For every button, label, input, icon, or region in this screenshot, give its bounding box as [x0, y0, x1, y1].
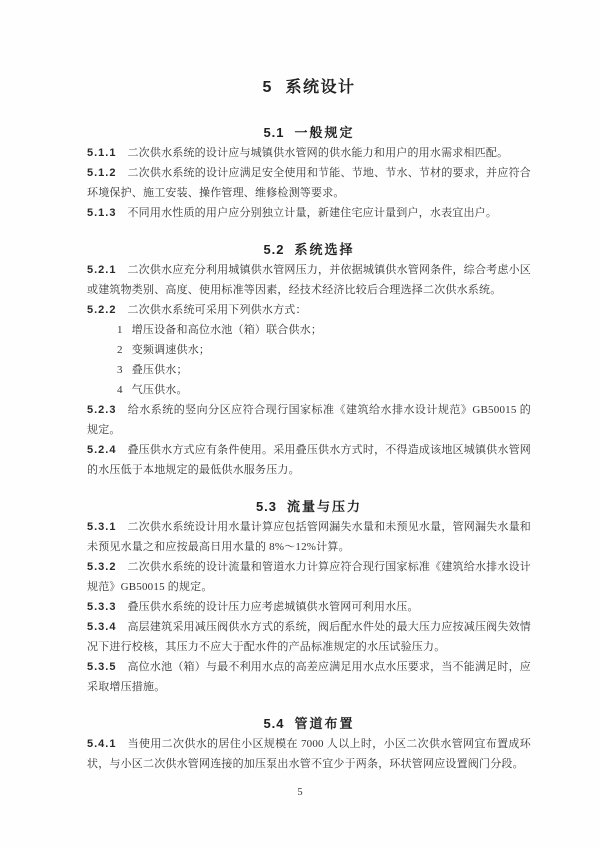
clause-text: 二次供水系统可采用下列供水方式：: [127, 304, 307, 316]
clause-number: 5.2.2: [87, 304, 117, 316]
clause-number: 5.1.3: [87, 207, 117, 219]
clause-text: 二次供水系统的设计应与城镇供水管网的供水能力和用户的用水需求相匹配。: [127, 147, 509, 159]
section-number: 5.3: [255, 499, 278, 514]
supply-mode-list: [87, 320, 531, 400]
section-5-2: [87, 243, 531, 480]
clause-number: 5.2.1: [87, 264, 117, 276]
clause-text: 二次供水系统的设计应满足安全使用和节能、节地、节水、节材的要求，并应符合环境保护、施工安装、操作管理、维修检测等要求。: [87, 167, 531, 199]
section-heading: [87, 717, 531, 731]
list-item: [117, 360, 531, 380]
list-item-text: 气压供水。: [131, 384, 188, 396]
list-item-number: 1: [117, 324, 123, 336]
list-item-text: 叠压供水；: [131, 364, 188, 376]
clause-number: 5.3.1: [87, 521, 117, 533]
clause-5-3-2: [87, 557, 531, 597]
list-item: [117, 320, 531, 340]
section-5-4: [87, 717, 531, 774]
clause-5-2-1: [87, 260, 531, 300]
clause-number: 5.1.1: [87, 147, 117, 159]
section-title: 管道布置: [294, 716, 355, 731]
section-5-3: [87, 500, 531, 697]
section-heading: [87, 126, 531, 140]
clause-number: 5.3.3: [87, 601, 117, 613]
clause-5-2-3: [87, 400, 531, 440]
clause-5-1-3: [87, 203, 531, 223]
clause-5-3-4: [87, 617, 531, 657]
clause-number: 5.2.4: [87, 444, 117, 456]
clause-5-4-1: [87, 734, 531, 774]
clause-text: 二次供水系统设计用水量计算应包括管网漏失水量和未预见水量，管网漏失水量和未预见水量之和应按最高日用水量的 8%～12%计算。: [87, 521, 531, 553]
clause-5-2-4: [87, 440, 531, 480]
clause-number: 5.1.2: [87, 167, 117, 179]
clause-text: 二次供水应充分利用城镇供水管网压力，并依据城镇供水管网条件，综合考虑小区或建筑物类别、高度、使用标准等因素，经技术经济比较后合理选择二次供水系统。: [87, 264, 531, 296]
clause-5-3-3: [87, 597, 531, 617]
chapter-title: [87, 78, 531, 98]
clause-5-1-2: [87, 163, 531, 203]
clause-text: 不同用水性质的用户应分别独立计量，新建住宅应计量到户，水表宜出户。: [127, 207, 498, 219]
section-number: 5.2: [263, 242, 285, 257]
clause-text: 高层建筑采用减压阀供水方式的系统，阀后配水件处的最大压力应按减压阀失效情况下进行校核，其压力不应大于配水件的产品标准规定的水压试验压力。: [87, 621, 531, 653]
clause-5-3-1: [87, 517, 531, 557]
chapter-number: 5: [262, 79, 272, 96]
section-title: 流量与压力: [287, 499, 363, 514]
clause-text: 高位水池（箱）与最不利用水点的高差应满足用水点水压要求，当不能满足时，应采取增压措施。: [87, 661, 531, 693]
clause-5-2-2: [87, 300, 531, 320]
section-5-1: [87, 126, 531, 223]
page-number: 5: [297, 787, 303, 798]
clause-text: 叠压供水系统的设计压力应考虑城镇供水管网可利用水压。: [127, 601, 419, 613]
section-number: 5.4: [263, 716, 285, 731]
clause-5-1-1: [87, 143, 531, 163]
clause-text: 二次供水系统的设计流量和管道水力计算应符合现行国家标准《建筑给水排水设计规范》GB50015 的规定。: [87, 561, 531, 593]
section-title: 一般规定: [294, 125, 355, 140]
section-heading: [87, 500, 531, 514]
clause-number: 5.4.1: [87, 738, 117, 750]
section-number: 5.1: [263, 125, 285, 140]
chapter-name: 系统设计: [285, 79, 356, 96]
list-item-number: 4: [117, 384, 123, 396]
clause-number: 5.3.4: [87, 621, 117, 633]
list-item-text: 增压设备和高位水池（箱）联合供水；: [131, 324, 323, 336]
clause-number: 5.3.5: [87, 661, 117, 673]
clause-number: 5.2.3: [87, 404, 117, 416]
section-heading: [87, 243, 531, 257]
list-item: [117, 380, 531, 400]
clause-text: 给水系统的竖向分区应符合现行国家标准《建筑给水排水设计规范》GB50015 的规定。: [87, 404, 531, 436]
page-footer: [0, 786, 600, 800]
section-title: 系统选择: [294, 242, 355, 257]
clause-number: 5.3.2: [87, 561, 117, 573]
list-item-text: 变频调速供水；: [131, 344, 211, 356]
list-item: [117, 340, 531, 360]
clause-5-3-5: [87, 657, 531, 697]
list-item-number: 3: [117, 364, 123, 376]
list-item-number: 2: [117, 344, 123, 356]
clause-text: 叠压供水方式应有条件使用。采用叠压供水方式时，不得造成该地区城镇供水管网的水压低于本地规定的最低供水服务压力。: [87, 444, 531, 476]
clause-text: 当使用二次供水的居住小区规模在 7000 人以上时，小区二次供水管网宜布置成环状，与小区二次供水管网连接的加压泵出水管不宜少于两条，环状管网应设置阀门分段。: [87, 738, 531, 770]
